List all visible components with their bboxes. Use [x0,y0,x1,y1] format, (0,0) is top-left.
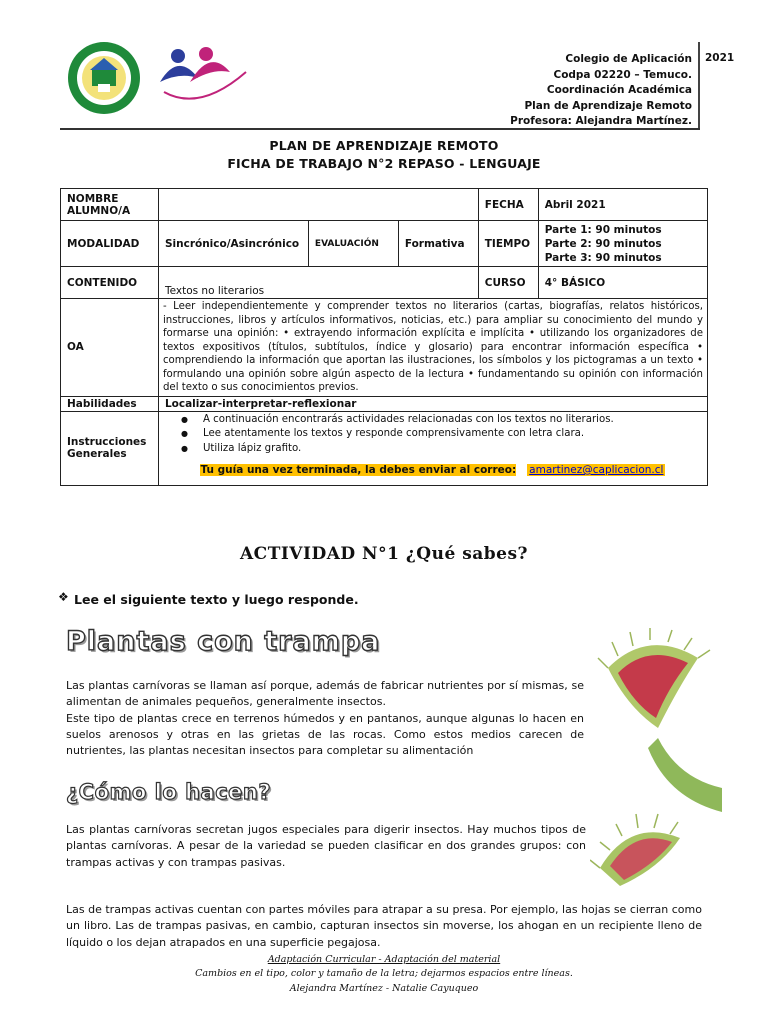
habilidades-label: Habilidades [61,396,159,411]
instrucciones-label: Instrucciones Generales [61,411,159,485]
instrucciones-list [165,413,701,457]
list-item: ● A continuación encontrarás actividades relacionadas con los textos no literarios. [203,413,701,428]
reading-subtitle: ¿Cómo lo hacen? [66,780,272,804]
modalidad-label: MODALIDAD [61,221,159,267]
fecha-label: FECHA [478,189,538,221]
venus-flytrap-image [588,628,722,812]
nombre-label: NOMBRE ALUMNO/A [61,189,159,221]
fecha-value: Abril 2021 [538,189,707,221]
curso-label: CURSO [478,267,538,299]
diamond-bullet-icon: ❖ [58,590,69,604]
paragraph-text: Las plantas carnívoras secretan jugos especiales para digerir insectos. Hay muchos tipos de plantas carnívoras. A pesar de la variedad se pueden clasificar en dos grandes grupos: con trampas activas y con trampas pasivas. [66,823,586,869]
tiempo-label: TIEMPO [478,221,538,267]
nombre-field[interactable] [158,189,478,221]
tiempo-part: Parte 1: 90 minutos [544,223,662,236]
inclusion-logo [150,42,250,112]
modalidad-value: Sincrónico/Asincrónico [158,221,308,267]
footer-line: Adaptación Curricular - Adaptación del material [267,954,501,965]
evaluacion-value: Formativa [398,221,478,267]
table-row [61,221,708,267]
reading-paragraph-1 [66,678,584,759]
tiempo-value [538,221,707,267]
paragraph-text: Este tipo de plantas crece en terrenos húmedos y en pantanos, aunque algunas lo hacen en suelos arenosos y otras en las grietas de las rocas. Como estos medios carecen de nutrientes, las plantas necesitan insectos para completar su alimentación [66,711,584,758]
activity-instruction: Lee el siguiente texto y luego responde. [74,592,359,607]
table-row [61,189,708,221]
venus-flytrap-image-small [590,808,684,886]
contenido-label: CONTENIDO [61,267,159,299]
list-item: ● Lee atentamente los textos y responde comprensivamente con letra clara. [203,427,701,442]
mail-instruction: Tu guía una vez terminada, la debes enviar al correo: [200,464,517,476]
doc-subtitle: FICHA DE TRABAJO N°2 REPASO - LENGUAJE [227,156,541,171]
school-info [430,52,692,130]
table-row [61,267,708,299]
school-name: Colegio de Aplicación [565,53,692,65]
oa-text: - Leer independientemente y comprender textos no literarios (cartas, biografías, relatos históricos, instrucciones, libros y artículos informativos, noticias, etc.) para ampliar su conocimiento del mundo y formarse una opinión: • extrayendo información explícita e implícita • utilizando los organizadores de textos expositivos (títulos, subtítulos, índice y glosario) para encontrar información específica • comprendiendo la información que aportan las ilustraciones, los símbolos y los pictogramas a un texto • formulando una opinión sobre algún aspecto de la lectura • fundamentando su opinión con información del texto o sus conocimientos previos. [158,299,707,397]
footer-line: Cambios en el tipo, color y tamaño de la letra; dejarmos espacios entre líneas. [195,968,573,979]
evaluacion-label: EVALUACIÓN [308,221,398,267]
paragraph-text: Las plantas carnívoras se llaman así porque, además de fabricar nutrientes por sí mismas, se alimentan de animales pequeños, generalmente insectos. [66,679,584,709]
school-coordination: Coordinación Académica [546,84,692,96]
curso-value: 4° BÁSICO [538,267,707,299]
contenido-value: Textos no literarios [158,267,478,299]
school-plan: Plan de Aprendizaje Remoto [524,99,692,112]
list-item: ● Utiliza lápiz grafito. [203,442,701,457]
reading-title: Plantas con trampa [66,626,381,657]
reading-paragraph-3: Las de trampas activas cuentan con partes móviles para atrapar a su presa. Por ejemplo, las hojas se cierran como un libro. Las de trampas pasivas, en cambio, capturan insectos sin moverse, los ahogan en un recipiente lleno de líquido o los dejan atrapados en una superficie pegajosa. [66,903,702,949]
oa-label: OA [61,299,159,397]
year: 2021 [705,52,735,64]
reading-paragraph-2 [66,822,586,871]
habilidades-value: Localizar-interpretar-reflexionar [158,396,707,411]
table-row [61,396,708,411]
table-row [61,299,708,397]
instrucciones-cell [158,411,707,485]
school-address: Codpa 02220 – Temuco. [553,68,692,81]
mail-row [165,464,701,476]
school-logo [66,40,142,116]
school-teacher: Profesora: Alejandra Martínez. [510,115,692,127]
tiempo-part: Parte 2: 90 minutos [544,237,662,250]
doc-title: PLAN DE APRENDIZAJE REMOTO [269,138,499,153]
activity-title: ACTIVIDAD N°1 ¿Qué sabes? [239,544,529,564]
tiempo-part: Parte 3: 90 minutos [544,251,662,264]
table-row [61,411,708,485]
footer-line: Alejandra Martínez - Natalie Cayuqueo [289,983,479,994]
header-divider [60,128,700,130]
email-link[interactable]: amartinez@caplicacion.cl [529,464,664,476]
info-table [60,188,708,486]
